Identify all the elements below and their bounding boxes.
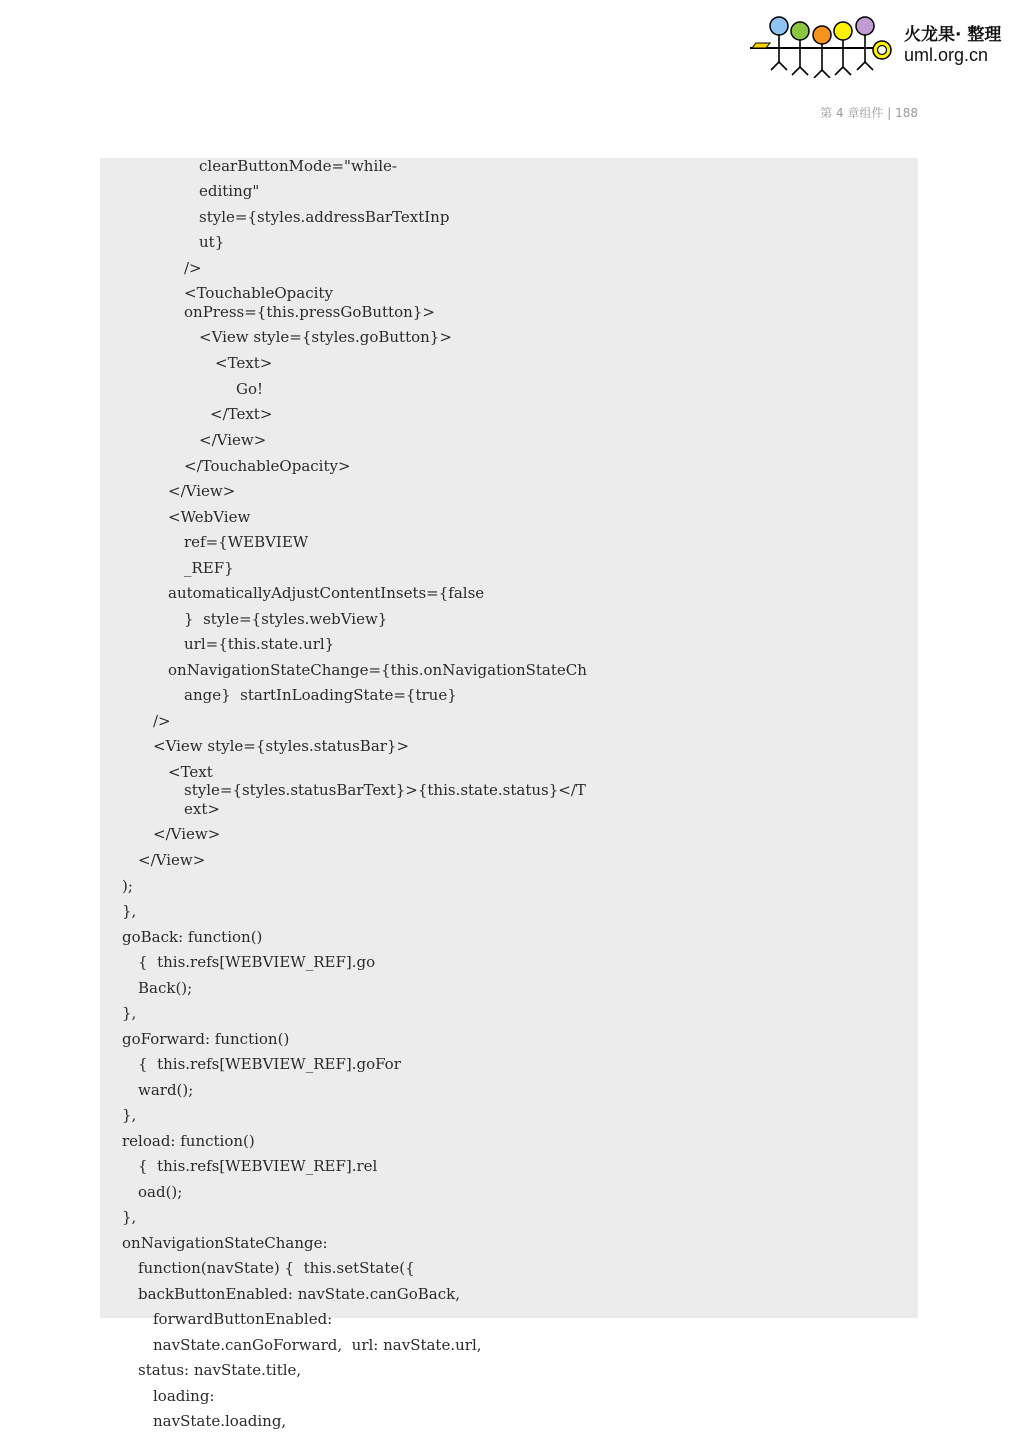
code-line: editing" xyxy=(199,182,260,200)
code-line: goBack: function() xyxy=(122,928,263,946)
code-line: /> xyxy=(184,259,202,277)
code-line: } style={styles.webView} xyxy=(184,610,388,628)
code-line: onNavigationStateChange: xyxy=(122,1234,328,1252)
code-line: <Text> xyxy=(215,354,273,372)
code-line: style={styles.addressBarTextInp xyxy=(199,208,450,226)
code-line: backButtonEnabled: navState.canGoBack, xyxy=(138,1285,460,1303)
logo-site-text: uml.org.cn xyxy=(904,45,989,65)
code-line: style={styles.statusBarText}>{this.state.status}</T xyxy=(184,781,586,799)
code-line: </View> xyxy=(153,825,221,843)
code-line: oad(); xyxy=(138,1183,183,1201)
code-line: loading: xyxy=(153,1387,215,1405)
code-line: onNavigationStateChange={this.onNavigationStateCh xyxy=(168,661,587,679)
code-line: forwardButtonEnabled: xyxy=(153,1310,333,1328)
code-line: }, xyxy=(122,1004,137,1022)
code-line: { this.refs[WEBVIEW_REF].goFor xyxy=(138,1055,401,1073)
code-line: }, xyxy=(122,902,137,920)
code-line: </View> xyxy=(199,431,267,449)
code-line: ref={WEBVIEW xyxy=(184,533,309,551)
code-line: Go! xyxy=(236,380,264,398)
code-line: }, xyxy=(122,1106,137,1124)
code-line: <View style={styles.goButton}> xyxy=(199,328,452,346)
code-line: <WebView xyxy=(168,508,251,526)
code-line: clearButtonMode="while- xyxy=(199,157,397,175)
code-line: navState.canGoForward, url: navState.url, xyxy=(153,1336,482,1354)
code-line: </View> xyxy=(168,482,236,500)
code-line: ); xyxy=(122,877,133,895)
code-line: </TouchableOpacity> xyxy=(184,457,351,475)
logo-brand-text: 火龙果· 整理 xyxy=(904,25,1002,45)
code-line: Back(); xyxy=(138,979,193,997)
code-line: function(navState) { this.setState({ xyxy=(138,1259,415,1277)
code-line: goForward: function() xyxy=(122,1030,290,1048)
code-line: url={this.state.url} xyxy=(184,635,335,653)
code-line: <TouchableOpacity xyxy=(184,284,333,302)
running-header: 第 4 章组件 | 188 xyxy=(820,106,918,120)
code-line: </Text> xyxy=(210,405,273,423)
code-line: navState.loading, xyxy=(153,1412,287,1430)
code-line: reload: function() xyxy=(122,1132,255,1150)
code-line: onPress={this.pressGoButton}> xyxy=(184,303,435,321)
code-line: { this.refs[WEBVIEW_REF].go xyxy=(138,953,376,971)
code-line: ward(); xyxy=(138,1081,194,1099)
code-line: /> xyxy=(153,712,171,730)
code-line: { this.refs[WEBVIEW_REF].rel xyxy=(138,1157,378,1175)
code-line: <Text xyxy=(168,763,213,781)
code-line: automaticallyAdjustContentInsets={false xyxy=(168,584,485,602)
code-line: ut} xyxy=(199,233,225,251)
code-line: ext> xyxy=(184,800,220,818)
code-line: <View style={styles.statusBar}> xyxy=(153,737,410,755)
code-line: }, xyxy=(122,1208,137,1226)
code-line: status: navState.title, xyxy=(138,1361,302,1379)
code-line: ange} startInLoadingState={true} xyxy=(184,686,457,704)
code-line: _REF} xyxy=(184,559,234,577)
code-line: </View> xyxy=(138,851,206,869)
